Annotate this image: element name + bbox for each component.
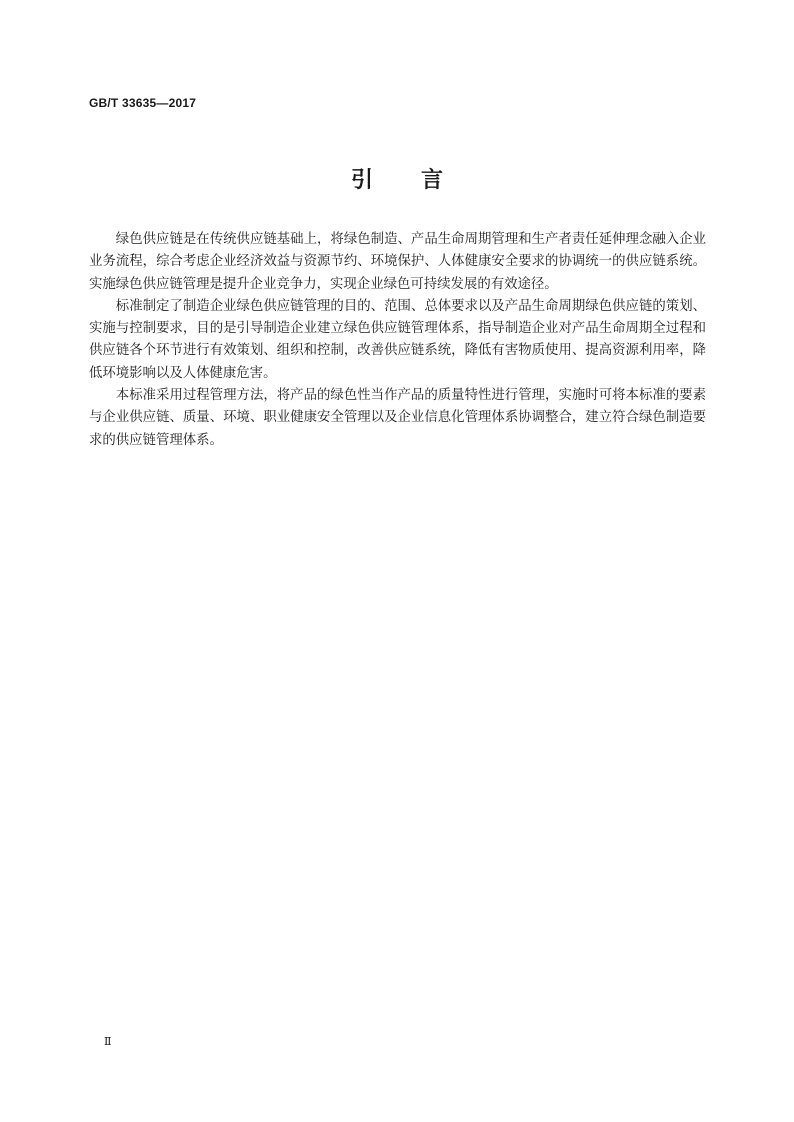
page-number: Ⅱ <box>104 1035 112 1048</box>
paragraph-1: 绿色供应链是在传统供应链基础上，将绿色制造、产品生命周期管理和生产者责任延伸理念融入企业业务流程，综合考虑企业经济效益与资源节约、环境保护、人体健康安全要求的协调统一的供应链系统。实施绿色供应链管理是提升企业竞争力，实现企业绿色可持续发展的有效途径。 <box>89 232 706 292</box>
paragraph-3: 本标准采用过程管理方法，将产品的绿色性当作产品的质量特性进行管理，实施时可将本标准的要素与企业供应链、质量、环境、职业健康安全管理以及企业信息化管理体系协调整合，建立符合绿色制造要求的供应链管理体系。 <box>89 388 706 448</box>
page-title-char-2: 言 <box>421 168 444 193</box>
standard-code: GB/T 33635—2017 <box>89 96 197 110</box>
paragraph-2: 标准制定了制造企业绿色供应链管理的目的、范围、总体要求以及产品生命周期绿色供应链的策划、实施与控制要求，目的是引导制造企业建立绿色供应链管理体系，指导制造企业对产品生命周期全过程和供应链各个环节进行有效策划、组织和控制，改善供应链系统，降低有害物质使用、提高资源利用率，降低环境影响以及人体健康危害。 <box>89 298 706 381</box>
introduction-body <box>89 229 706 452</box>
page-title-char-1: 引 <box>350 168 373 193</box>
page-title <box>0 163 794 194</box>
